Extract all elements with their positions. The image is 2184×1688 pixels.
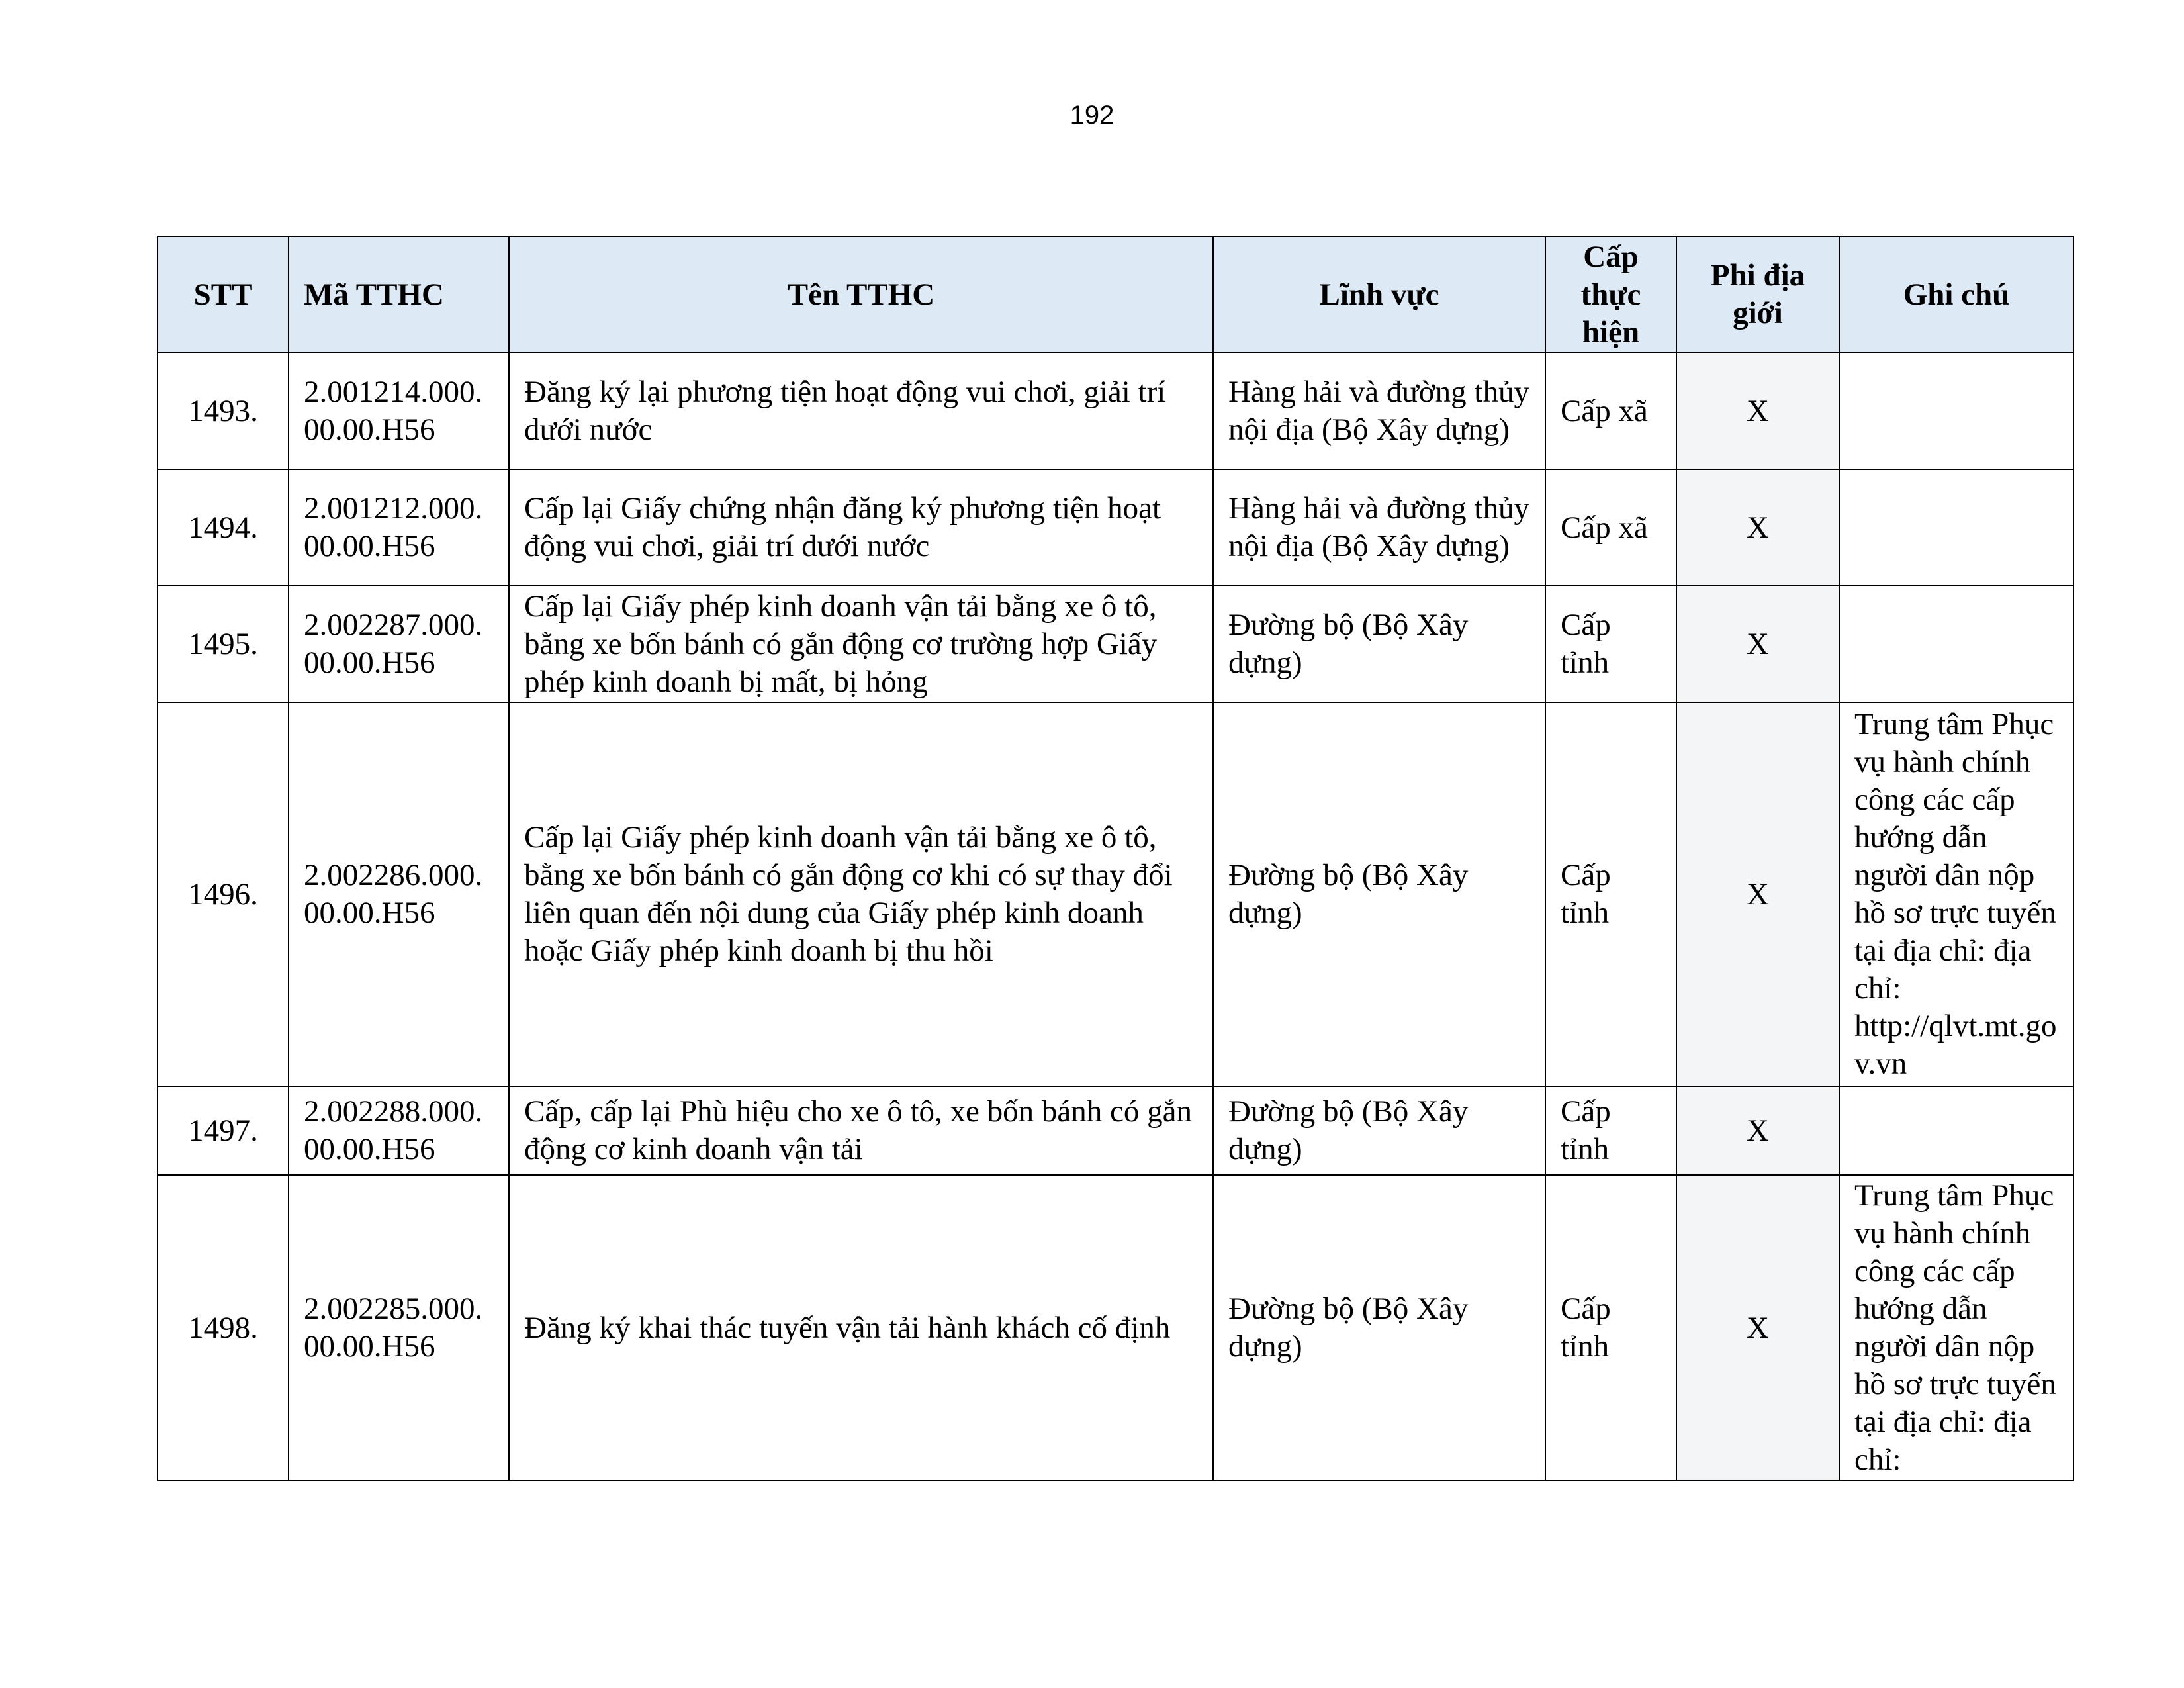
cell-ten-tthc: Đăng ký khai thác tuyến vận tải hành khách cố định bbox=[509, 1175, 1213, 1481]
header-ma-tthc: Mã TTHC bbox=[289, 236, 509, 353]
cell-cap-thuc-hien: Cấp tỉnh bbox=[1545, 586, 1676, 702]
cell-phi-dia-gioi: X bbox=[1676, 586, 1839, 702]
header-cap-thuc-hien: Cấp thực hiện bbox=[1545, 236, 1676, 353]
cell-linh-vuc: Hàng hải và đường thủy nội địa (Bộ Xây dựng) bbox=[1213, 353, 1545, 469]
cell-stt: 1494. bbox=[158, 469, 289, 586]
table-row bbox=[158, 469, 2073, 586]
procedures-table bbox=[157, 236, 2074, 1481]
cell-phi-dia-gioi: X bbox=[1676, 353, 1839, 469]
cell-ma-tthc: 2.001212.000.00.00.H56 bbox=[289, 469, 509, 586]
cell-ten-tthc: Cấp, cấp lại Phù hiệu cho xe ô tô, xe bốn bánh có gắn động cơ kinh doanh vận tải bbox=[509, 1086, 1213, 1175]
cell-linh-vuc: Hàng hải và đường thủy nội địa (Bộ Xây dựng) bbox=[1213, 469, 1545, 586]
cell-stt: 1495. bbox=[158, 586, 289, 702]
cell-stt: 1496. bbox=[158, 702, 289, 1086]
cell-linh-vuc: Đường bộ (Bộ Xây dựng) bbox=[1213, 702, 1545, 1086]
cell-ghi-chu: Trung tâm Phục vụ hành chính công các cấp hướng dẫn người dân nộp hồ sơ trực tuyến tại địa chỉ: địa chỉ: bbox=[1839, 1175, 2073, 1481]
cell-stt: 1498. bbox=[158, 1175, 289, 1481]
cell-ghi-chu bbox=[1839, 469, 2073, 586]
cell-linh-vuc: Đường bộ (Bộ Xây dựng) bbox=[1213, 586, 1545, 702]
header-linh-vuc: Lĩnh vực bbox=[1213, 236, 1545, 353]
cell-cap-thuc-hien: Cấp tỉnh bbox=[1545, 1086, 1676, 1175]
cell-ten-tthc: Đăng ký lại phương tiện hoạt động vui chơi, giải trí dưới nước bbox=[509, 353, 1213, 469]
cell-phi-dia-gioi: X bbox=[1676, 1086, 1839, 1175]
cell-cap-thuc-hien: Cấp tỉnh bbox=[1545, 702, 1676, 1086]
cell-cap-thuc-hien: Cấp xã bbox=[1545, 469, 1676, 586]
cell-phi-dia-gioi: X bbox=[1676, 469, 1839, 586]
table-row bbox=[158, 1086, 2073, 1175]
cell-cap-thuc-hien: Cấp tỉnh bbox=[1545, 1175, 1676, 1481]
cell-ghi-chu bbox=[1839, 353, 2073, 469]
cell-ten-tthc: Cấp lại Giấy phép kinh doanh vận tải bằng xe ô tô, bằng xe bốn bánh có gắn động cơ khi có sự thay đổi liên quan đến nội dung của Giấy phép kinh doanh hoặc Giấy phép kinh doanh bị thu hồi bbox=[509, 702, 1213, 1086]
cell-phi-dia-gioi: X bbox=[1676, 702, 1839, 1086]
cell-linh-vuc: Đường bộ (Bộ Xây dựng) bbox=[1213, 1175, 1545, 1481]
table-row bbox=[158, 586, 2073, 702]
cell-ma-tthc: 2.002288.000.00.00.H56 bbox=[289, 1086, 509, 1175]
header-ten-tthc: Tên TTHC bbox=[509, 236, 1213, 353]
cell-stt: 1493. bbox=[158, 353, 289, 469]
header-phi-dia-gioi: Phi địa giới bbox=[1676, 236, 1839, 353]
cell-ghi-chu bbox=[1839, 586, 2073, 702]
cell-ghi-chu bbox=[1839, 1086, 2073, 1175]
cell-ma-tthc: 2.002287.000.00.00.H56 bbox=[289, 586, 509, 702]
cell-linh-vuc: Đường bộ (Bộ Xây dựng) bbox=[1213, 1086, 1545, 1175]
cell-cap-thuc-hien: Cấp xã bbox=[1545, 353, 1676, 469]
cell-stt: 1497. bbox=[158, 1086, 289, 1175]
header-ghi-chu: Ghi chú bbox=[1839, 236, 2073, 353]
table-header-row bbox=[158, 236, 2073, 353]
cell-ma-tthc: 2.002286.000.00.00.H56 bbox=[289, 702, 509, 1086]
cell-ten-tthc: Cấp lại Giấy chứng nhận đăng ký phương tiện hoạt động vui chơi, giải trí dưới nước bbox=[509, 469, 1213, 586]
table-row bbox=[158, 1175, 2073, 1481]
header-stt: STT bbox=[158, 236, 289, 353]
cell-ma-tthc: 2.002285.000.00.00.H56 bbox=[289, 1175, 509, 1481]
page-number: 192 bbox=[1069, 101, 1115, 130]
cell-ma-tthc: 2.001214.000.00.00.H56 bbox=[289, 353, 509, 469]
cell-ten-tthc: Cấp lại Giấy phép kinh doanh vận tải bằng xe ô tô, bằng xe bốn bánh có gắn động cơ trường hợp Giấy phép kinh doanh bị mất, bị hỏng bbox=[509, 586, 1213, 702]
cell-ghi-chu: Trung tâm Phục vụ hành chính công các cấp hướng dẫn người dân nộp hồ sơ trực tuyến tại địa chỉ: địa chỉ: http://qlvt.mt.gov.vn bbox=[1839, 702, 2073, 1086]
cell-phi-dia-gioi: X bbox=[1676, 1175, 1839, 1481]
table-row bbox=[158, 353, 2073, 469]
table-row bbox=[158, 702, 2073, 1086]
